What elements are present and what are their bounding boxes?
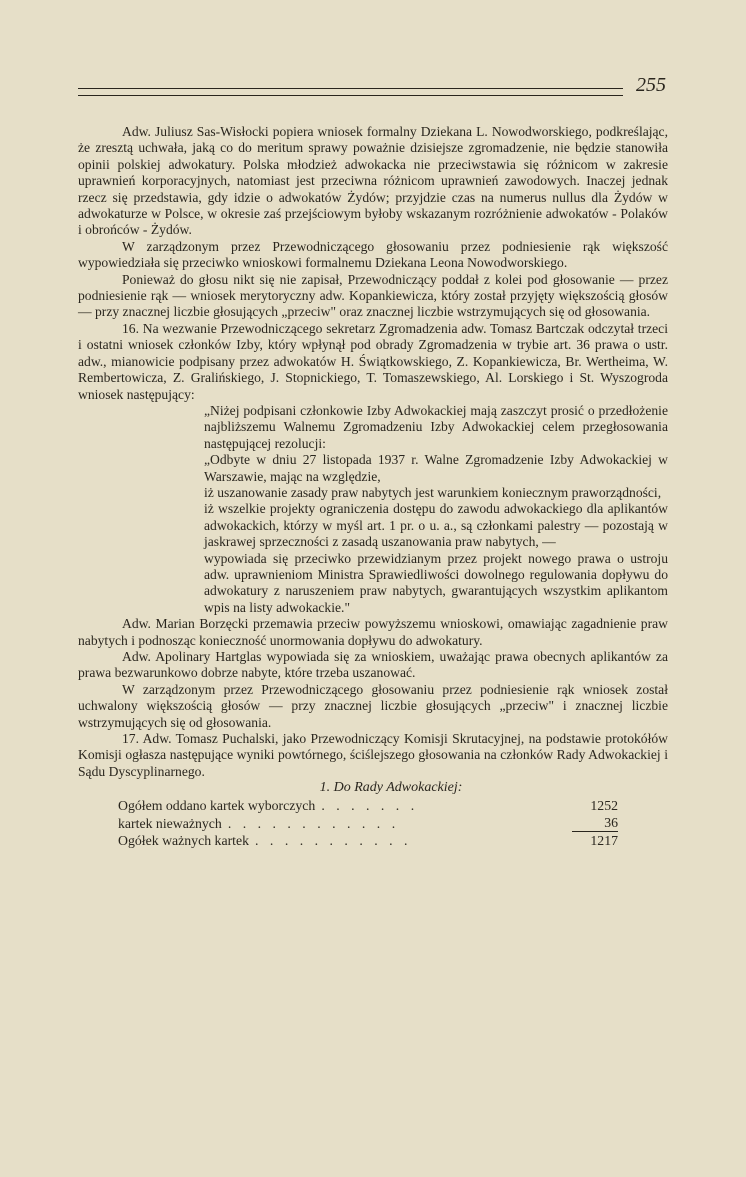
results-value: 1252 xyxy=(590,797,618,813)
paragraph: Adw. Marian Borzęcki przemawia przeciw powyższemu wnioskowi, omawiając zagadnienie praw nabytych i podnosząc konieczność unormowania dopływu do adwokatury. xyxy=(78,616,668,648)
quote-intro: „Niżej podpisani członkowie Izby Adwokackiej mają zaszczyt prosić o przedłożenie najbliższemu Walnemu Zgromadzeniu Izby Adwokackiej celem przegłosowania następującej rezolucji: xyxy=(204,402,668,451)
results-table xyxy=(118,797,618,849)
paragraph: W zarządzonym przez Przewodniczącego głosowaniu przez podniesienie rąk wniosek został uchwalony większością głosów — przy znacznej liczbie głosujących „przeciw" i znacznej liczbie wstrzymujących się od głosowania. xyxy=(78,681,668,730)
results-label: Ogółem oddano kartek wyborczych xyxy=(118,797,316,813)
paragraph: Adw. Apolinary Hartglas wypowiada się za wnioskiem, uważając prawa obecnych aplikantów za prawa bezwarunkowo dobrze nabyte, które trzeba uszanować. xyxy=(78,649,668,681)
results-label: kartek nieważnych xyxy=(118,815,222,831)
paragraph: 16. Na wezwanie Przewodniczącego sekretarz Zgromadzenia adw. Tomasz Bartczak odczytał trzeci i ostatni wniosek członków Izby, który wpłynął pod obrady Zgromadzenia w trybie art. 36 prawa o ustr. adw., mianowicie podpisany przez adwokatów H. Świątkowskiego, Z. Kopankiewicza, Br. Wertheima, W. Rembertowicza, Z. Gralińskiego, J. Stopnickiego, T. Tomaszewskiego, Al. Lorskiego i St. Wyszogroda wniosek następujący: xyxy=(78,320,668,402)
results-dots: . . . . . . . . . . . . xyxy=(227,815,400,831)
quote-clause: wypowiada się przeciwko przewidzianym przez projekt nowego prawa o ustroju adw. uprawnieniom Ministra Sprawiedliwości dowolnego regulowania dopływu do adwokatury z naruszeniem praw nabytych, gwarantujących wszystkim aplikantom wpis na listy adwokackie." xyxy=(204,550,668,615)
quote-resolution-open: „Odbyte w dniu 27 listopada 1937 r. Walne Zgromadzenie Izby Adwokackiej w Warszawie, mając na względzie, xyxy=(204,452,668,484)
results-dots: . . . . . . . xyxy=(321,797,419,813)
paragraph: W zarządzonym przez Przewodniczącego głosowaniu przez podniesienie rąk większość wypowiedziała się przeciwko wnioskowi formalnemu Dziekana Leona Nowodworskiego. xyxy=(78,238,668,271)
page-number: 255 xyxy=(636,74,666,96)
section-heading: 1. Do Rady Adwokackiej: xyxy=(319,780,463,796)
paragraph: Adw. Juliusz Sas-Wisłocki popiera wniosek formalny Dziekana L. Nowodworskiego, podkreślając, że zresztą uchwała, jaką co do meritum sprawy poważnie dzisiejsze zgromadzenie, nie będzie stanowiła opinii polskiej adwokatury. Polska młodzież adwokacka nie przeciwstawia się różnicom w zakresie uprawnień korporacyjnych, natomiast jest przeciwna różnicom uprawnień zawodowych. Inaczej jednak rzecz się przedstawia, gdy idzie o adwokatów Żydów; przyjdzie czas na numerus nullus dla Żydów w adwokaturze w Polsce, w okresie zaś przejściowym byłoby wskazanym rozróżnienie adwokatów - Polaków i obrońców - Żydów. xyxy=(78,124,668,238)
paragraph: 17. Adw. Tomasz Puchalski, jako Przewodniczący Komisji Skrutacyjnej, na podstawie protokółów Komisji ogłasza następujące wyniki powtórnego, ściślejszego głosowania na członków Rady Adwokackiej i Sądu Dyscyplinarnego. xyxy=(78,731,668,779)
quote-clause: iż wszelkie projekty ograniczenia dostępu do zawodu adwokackiego dla aplikantów adwokackich, którzy w myśl art. 1 pr. o u. a., są członkami palestry — pozostają w jaskrawej sprzeczności z zasadą uszanowania praw nabytych, — xyxy=(204,501,668,550)
results-dots: . . . . . . . . . . . xyxy=(255,832,412,848)
body-text xyxy=(78,124,668,849)
resolution-quote xyxy=(204,403,668,616)
results-row xyxy=(118,832,618,849)
results-value: 36 xyxy=(572,814,618,832)
results-row xyxy=(118,797,618,814)
results-label: Ogółek ważnych kartek xyxy=(118,832,250,848)
results-value: 1217 xyxy=(590,832,618,848)
quote-clause: iż uszanowanie zasady praw nabytych jest warunkiem koniecznym praworządności, xyxy=(204,484,662,500)
header-rule xyxy=(78,88,623,96)
results-row xyxy=(118,814,618,832)
paragraph: Ponieważ do głosu nikt się nie zapisał, Przewodniczący poddał z kolei pod głosowanie — przez podniesienie rąk — wniosek merytoryczny adw. Kopankiewicza, który został przyjęty większością głosów — przy znacznej liczbie głosujących „przeciw" oraz znacznej liczbie wstrzymujących się od głosowania. xyxy=(78,271,668,320)
